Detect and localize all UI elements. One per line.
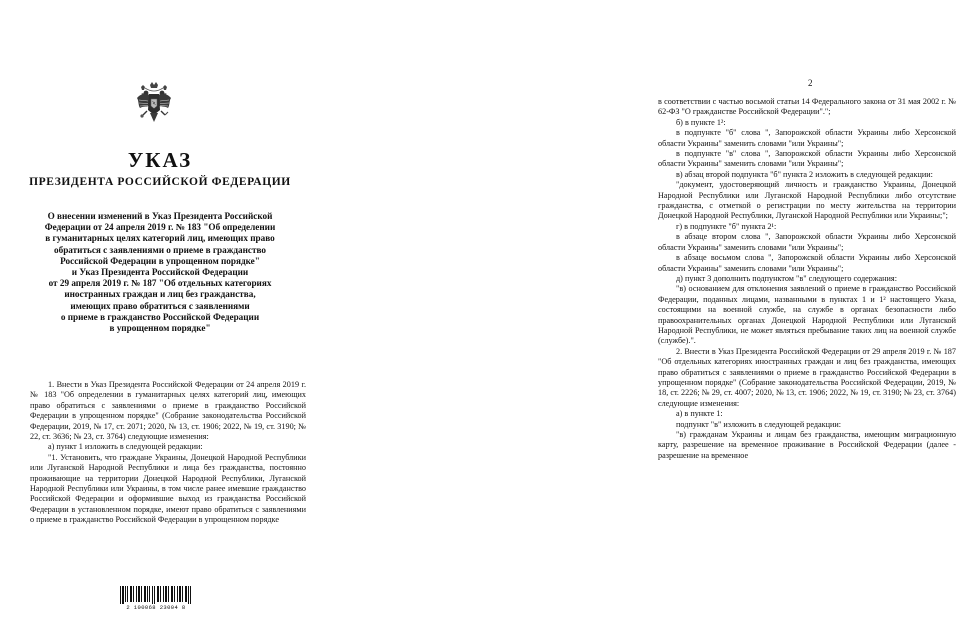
title-line: иностранных граждан и лиц без гражданства, xyxy=(64,289,256,300)
barcode-number: 2 100068 23004 8 xyxy=(126,604,186,611)
document-title xyxy=(30,211,290,334)
body-paragraph: "в) основанием для отклонения заявлений о приеме в гражданство Российской Федерации, поданных лицами, названными в пунктах 1 и 1² настоящего Указа, состоящими на военной службе, на службе в органах безопасности либо правоохранительных органах Донецкой Народной Республики или Луганской Народной Республики, не может являться пребывание таких лиц на военной службе (службе).". xyxy=(658,284,956,346)
title-line: О внесении изменений в Указ Президента Российской xyxy=(47,211,273,221)
body-paragraph: б) в пункте 1²: xyxy=(676,117,726,127)
title-line: в гуманитарных целях категорий лиц, имеющих право xyxy=(45,233,275,244)
body-paragraph: а) в пункте 1: xyxy=(676,409,723,419)
title-line: в упрощенном порядке" xyxy=(109,323,211,334)
body-paragraph: 1. Внести в Указ Президента Российской Федерации от 24 апреля 2019 г. № 183 "Об определении в гуманитарных целях категорий лиц, имеющих право обратиться с заявлениями о приеме в гражданство Российской Федерации в упрощенном порядке" (Собрание законодательства Российской Федерации, 2019, № 17, ст. 2071; 2020, № 13, ст. 1906; 2022, № 19, ст. 3190; № 22, ст. 3636; № 23, ст. 3764) следующие изменения: xyxy=(30,380,306,442)
title-line: и Указ Президента Российской Федерации xyxy=(71,267,249,278)
page-number: 2 xyxy=(808,78,813,88)
body-paragraph: в) абзац второй подпункта "б" пункта 2 изложить в следующей редакции: xyxy=(676,169,933,179)
body-paragraph: подпункт "в" изложить в следующей редакции: xyxy=(676,419,842,429)
russian-coat-of-arms-icon xyxy=(136,82,172,124)
right-page xyxy=(322,0,956,640)
body-paragraph: в абзаце восьмом слова ", Запорожской области Украины либо Херсонской области Украины" заменить словами "или Украины"; xyxy=(658,253,956,273)
body-paragraph: "в) гражданам Украины и лицам без гражданства, имеющим миграционную карту, разрешение на временное проживание в Российской Федерации (далее - разрешение на временное xyxy=(658,430,956,460)
body-paragraph: в подпункте "б" слова ", Запорожской области Украины либо Херсонской области Украины" заменить словами "или Украины"; xyxy=(658,128,956,148)
title-line: о приеме в гражданство Российской Федерации xyxy=(60,311,260,322)
body-paragraph: в абзаце втором слова ", Запорожской области Украины либо Херсонской области Украины" заменить словами "или Украины"; xyxy=(658,232,956,252)
title-line: от 29 апреля 2019 г. № 187 "Об отдельных категориях xyxy=(48,278,272,289)
title-line: обратиться с заявлениями о приеме в гражданство xyxy=(54,244,266,255)
body-paragraph: д) пункт 3 дополнить подпунктом "в" следующего содержания: xyxy=(676,273,897,283)
right-body-text xyxy=(658,97,956,461)
left-page xyxy=(0,0,320,640)
barcode xyxy=(118,586,194,614)
body-paragraph: а) пункт 1 изложить в следующей редакции: xyxy=(48,442,203,452)
body-paragraph: "документ, удостоверяющий личность и гражданство Украины, Донецкой Народной Республики или Луганской Народной Республики либо отсутствие гражданства, с отметкой о регистрации по месту жительства на территории Донецкой Народной Республики, Луганской Народной Республики или Украины;"; xyxy=(658,180,956,221)
body-paragraph: г) в подпункте "б" пункта 2¹: xyxy=(676,221,777,231)
barcode-icon xyxy=(118,586,194,604)
title-line: Федерации от 24 апреля 2019 г. № 183 "Об определении xyxy=(44,222,276,233)
document-issuer: ПРЕЗИДЕНТА РОССИЙСКОЙ ФЕДЕРАЦИИ xyxy=(29,176,291,188)
body-paragraph: в соответствии с частью восьмой статьи 14 Федерального закона от 31 мая 2002 г. № 62-ФЗ "О гражданстве Российской Федерации"."; xyxy=(658,97,956,117)
title-line: Российской Федерации в упрощенном порядке" xyxy=(60,255,260,266)
left-body-text xyxy=(30,380,306,526)
title-line: имеющих право обратиться с заявлениями xyxy=(70,300,250,311)
body-paragraph: в подпункте "в" слова ", Запорожской области Украины либо Херсонской области Украины" заменить словами "или Украины"; xyxy=(658,149,956,169)
body-paragraph: "1. Установить, что граждане Украины, Донецкой Народной Республики или Луганской Народной Республики и лица без гражданства, постоянно проживающие на территории Донецкой Народной Республики, Луганской Народной Республики или Украины, в том числе ранее имевшие гражданство Российской Федерации и оформившие выход из гражданства Российской Федерации в установленном порядке, имеют право обратиться с заявлениями о приеме в гражданство Российской Федерации в упрощенном порядке xyxy=(30,452,306,525)
body-paragraph: 2. Внести в Указ Президента Российской Федерации от 29 апреля 2019 г. № 187 "Об отдельных категориях иностранных граждан и лиц без гражданства, имеющих право обратиться с заявлениями о приеме в гражданство Российской Федерации в упрощенном порядке" (Собрание законодательства Российской Федерации, 2019, № 18, ст. 2226; № 29, ст. 4007; 2020, № 13, ст. 1906; 2022, № 19, ст. 3190; № 23, ст. 3764) следующие изменения: xyxy=(658,346,956,408)
document-type: УКАЗ xyxy=(127,148,193,172)
